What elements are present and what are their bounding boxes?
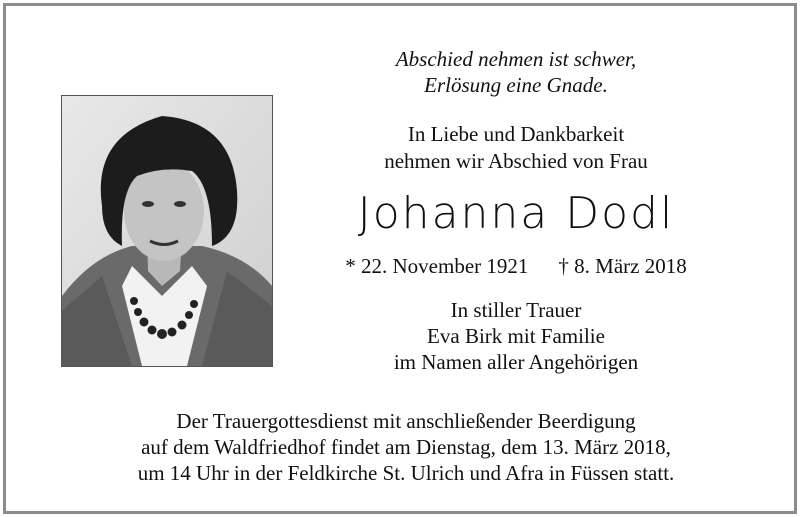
obituary-frame: [3, 3, 797, 514]
deceased-name: Johanna Dodl: [357, 188, 675, 239]
service-line-2: auf dem Waldfriedhof findet am Dienstag, dem 13. März 2018,: [141, 435, 671, 459]
quote-line-1: Abschied nehmen ist schwer,: [395, 47, 637, 71]
mourners-line-2: Eva Birk mit Familie: [427, 324, 605, 348]
mourners-line-3: im Namen aller Angehörigen: [393, 350, 639, 374]
service-line-3: um 14 Uhr in der Feldkirche St. Ulrich und Afra in Füssen statt.: [137, 461, 675, 485]
death-date: † 8. März 2018: [558, 254, 687, 278]
service-line-1: Der Trauergottesdienst mit anschließender Beerdigung: [176, 409, 636, 433]
birth-date: * 22. November 1921: [345, 254, 529, 278]
intro-text: [316, 121, 716, 175]
portrait-photo: [61, 95, 273, 367]
intro-line-1: In Liebe und Dankbarkeit: [407, 122, 625, 146]
memorial-quote: [336, 46, 696, 98]
mourners-line-1: In stiller Trauer: [450, 298, 582, 322]
intro-line-2: nehmen wir Abschied von Frau: [384, 149, 648, 173]
quote-line-2: Erlösung eine Gnade.: [424, 73, 608, 97]
mourners-block: [306, 297, 726, 375]
life-dates: [306, 252, 726, 280]
funeral-service-info: [66, 408, 746, 486]
